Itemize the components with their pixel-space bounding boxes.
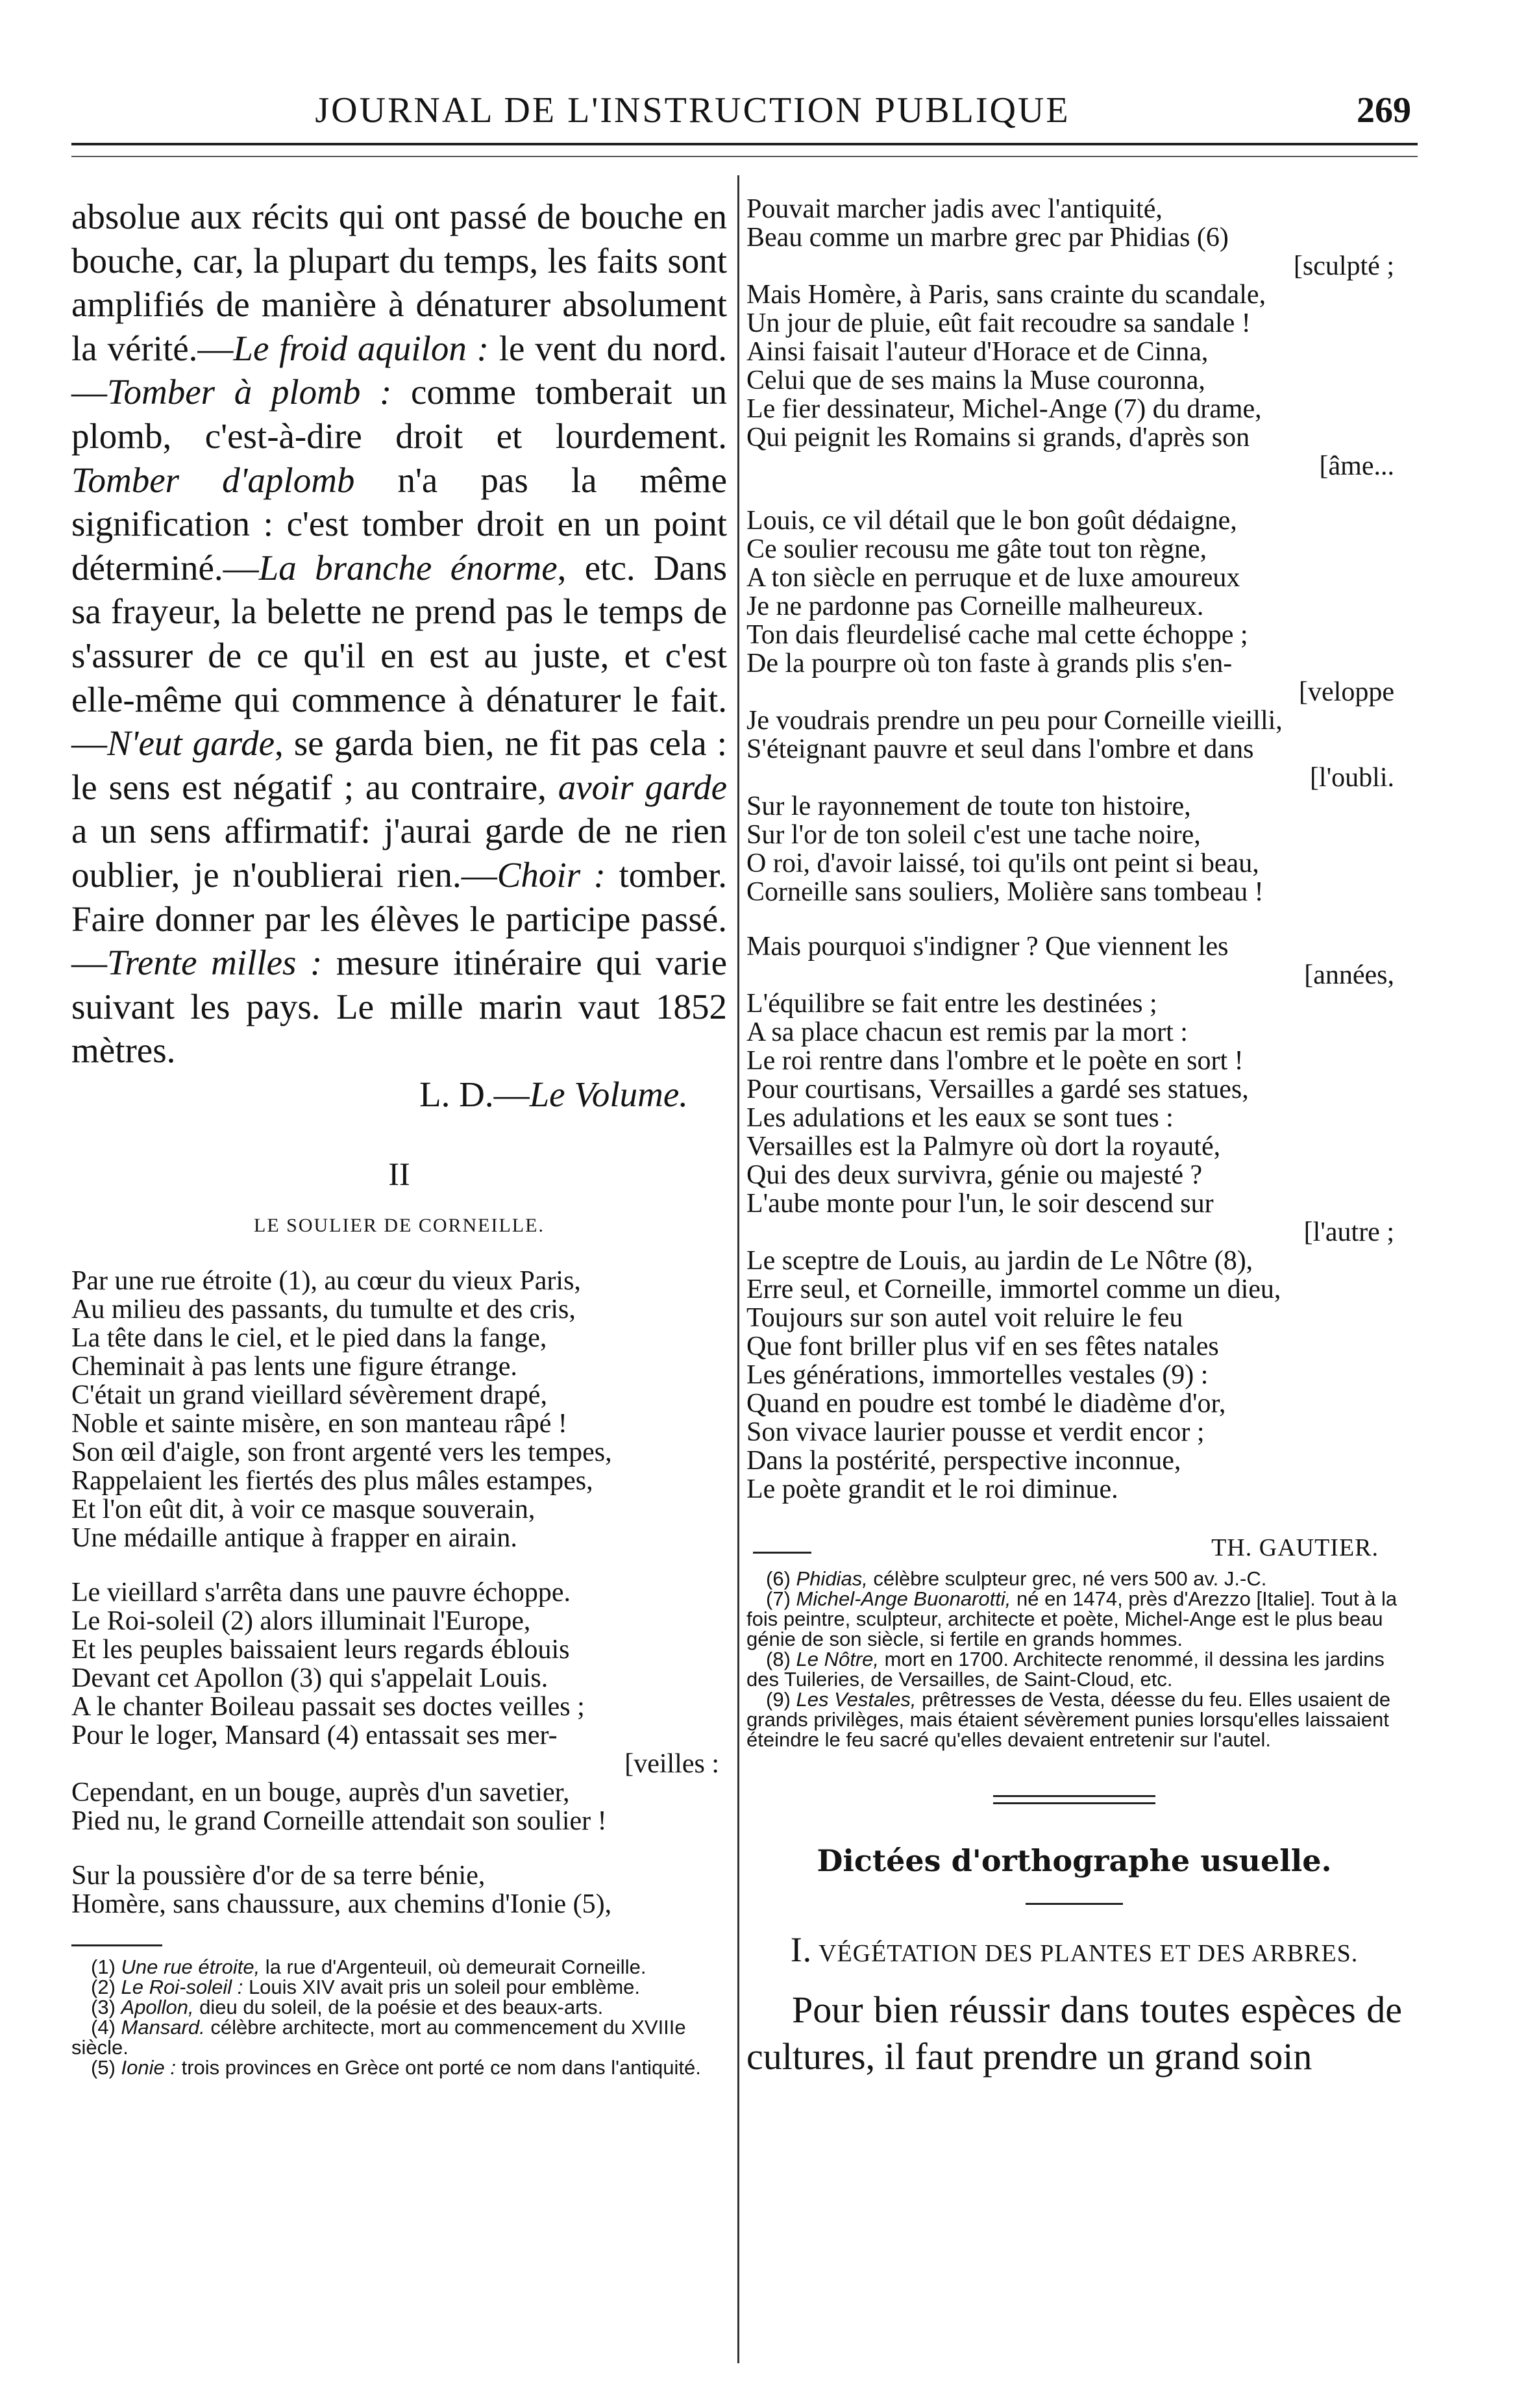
poem-verse: Le sceptre de Louis, au jardin de Le Nôtre (8), [746,1246,1253,1276]
poem-verse: Une médaille antique à frapper en airain. [71,1523,517,1554]
commentary-signature [71,1073,688,1117]
poem-verse: A ton siècle en perruque et de luxe amoureux [746,563,1240,593]
footnote [71,2017,727,2057]
poem-verse: Sur l'or de ton soleil c'est une tache noire, [746,820,1201,850]
poem-stanza [71,1267,727,1552]
poem-verse: Qui peignit les Romains si grands, d'après son [746,423,1250,453]
footnote-text: célèbre sculpteur grec, né vers 500 av. J.-C. [867,1567,1267,1590]
commentary-term: Choir : [497,854,606,895]
commentary-term: La branche énorme [258,547,558,588]
signature-source: Le Volume. [529,1074,688,1114]
footnote-number: (8) [766,1648,791,1670]
footnote-number: (4) [91,2016,116,2039]
header-rule [71,156,1418,157]
footnote-text: Louis XIV avait pris un soleil pour emblème. [243,1976,641,1999]
poem-verse: [sculpté ; [1293,251,1394,281]
poem-verse: Celui que de ses mains la Muse couronna, [746,366,1205,395]
poem-left-part [71,1267,727,1918]
poem-author: TH. GAUTIER. [1211,1534,1379,1561]
poem-verse: Ton dais fleurdelisé cache mal cette échoppe ; [746,620,1248,650]
footnote [746,1689,1402,1750]
footnote-term: Michel-Ange Buonarotti, [796,1587,1011,1610]
poem-verse: Noble et sainte misère, en son manteau râpé ! [71,1409,567,1439]
footnote-number: (1) [91,1955,116,1979]
footnote [746,1569,1402,1589]
footnote-number: (6) [766,1567,791,1590]
poem-title: LE SOULIER DE CORNEILLE. [254,1215,545,1237]
footnote-term: Ionie : [121,2056,176,2079]
commentary-term: N'eut garde [107,723,275,763]
poem-verse: Mais pourquoi s'indigner ? Que viennent les [746,932,1229,962]
commentary-paragraph [71,195,727,1073]
footnote-rule [71,1944,162,1946]
footnote-text: né en 1474, près d'Arezzo [Italie]. Tout à la fois peintre, sculpteur, architecte et poète, Michel-Ange est le plus beau génie de son siècle, si fertile en grands hommes. [746,1587,1398,1650]
poem-verse: [l'autre ; [1303,1217,1394,1247]
footnote-text: trois provinces en Grèce ont porté ce nom dans l'antiquité. [175,2056,701,2079]
journal-title: JOURNAL DE L'INSTRUCTION PUBLIQUE [315,90,1070,130]
poem-verse: Sur la poussière d'or de sa terre bénie, [71,1861,486,1891]
poem-verse: Le roi rentre dans l'ombre et le poète en sort ! [746,1046,1244,1076]
commentary-term: Le froid aquilon : [233,328,489,368]
dictee-numeral: I. [790,1930,813,1969]
poem-verse: [âme... [1319,451,1394,481]
footnotes-left [71,1957,727,2078]
poem-verse: [veilles : [624,1749,719,1780]
commentary-text: , etc. Dans sa frayeur, la belette ne prend pas le temps de s'assurer de ce qu'il en est au juste, et c'est elle-même qui commence à dénaturer le fait.— [71,547,727,763]
poem-verse: O roi, d'avoir laissé, toi qu'ils ont peint si beau, [746,849,1259,878]
dictee-subheading [746,1926,1402,1978]
footnote [71,1957,727,1977]
footnote-number: (7) [766,1587,791,1610]
poem-verse: Sur le rayonnement de toute ton histoire, [746,791,1191,821]
poem-verse: L'équilibre se fait entre les destinées ; [746,989,1157,1019]
poem-verse: Devant cet Apollon (3) qui s'appelait Louis. [71,1663,548,1694]
poem-verse: Corneille sans souliers, Molière sans tombeau ! [746,877,1264,907]
footnote-term: Les Vestales, [796,1688,917,1711]
poem-verse: Je ne pardonne pas Corneille malheureux. [746,591,1204,621]
footnote-text: mort en 1700. Architecte renommé, il dessina les jardins des Tuileries, de Versailles, de Saint-Cloud, etc. [746,1648,1385,1691]
poem-verse: Beau comme un marbre grec par Phidias (6) [746,223,1229,253]
footnote-term: Une rue étroite, [121,1955,260,1979]
poem-verse: Qui des deux survivra, génie ou majesté ? [746,1160,1203,1190]
footnote-term: Le Roi-soleil : [121,1976,243,1999]
dictee-subtitle: VÉGÉTATION DES PLANTES ET DES ARBRES. [819,1940,1359,1967]
poem-verse: Dans la postérité, perspective inconnue, [746,1446,1181,1476]
dictee-rule [1026,1903,1123,1905]
poem-verse: Pied nu, le grand Corneille attendait son soulier ! [71,1806,607,1837]
section-separator [993,1795,1155,1804]
commentary-text: a un sens affirmatif: j'aurai garde de ne rien oublier, je n'oublierai rien.— [71,811,727,895]
commentary-text: comme tomberait un plomb, c'est-à-dire droit et lourdement. [71,372,727,456]
section-numeral: II [388,1156,410,1193]
footnote-text: célèbre architecte, mort au commencement du XVIIIe siècle. [71,2016,686,2059]
poem-verse: L'aube monte pour l'un, le soir descend sur [746,1189,1214,1219]
poem-verse: Pour le loger, Mansard (4) entassait ses mer- [71,1720,558,1751]
commentary-text: absolue aux récits qui ont passé de bouche en bouche, car, la plupart du temps, les faits sont amplifiés de manière à dénaturer absolument la vérité.— [71,197,727,368]
poem-verse: Son œil d'aigle, son front argenté vers les tempes, [71,1437,612,1468]
footnote-number: (2) [91,1976,116,1999]
commentary-text: , se garda bien, ne fit pas cela : le sens est négatif ; au contraire, [71,723,727,807]
poem-verse: [années, [1304,960,1394,990]
poem-verse: Versailles est la Palmyre où dort la royauté, [746,1132,1221,1161]
footnote-term: Mansard. [121,2016,205,2039]
footnote-number: (5) [91,2056,116,2079]
poem-verse: Cependant, en un bouge, auprès d'un savetier, [71,1778,570,1808]
commentary-text: mesure itinéraire qui varie suivant les pays. Le mille marin vaut 1852 mètres. [71,943,728,1071]
commentary-term: Tomber d'aplomb [71,460,355,500]
poem-verse: C'était un grand vieillard sévèrement drapé, [71,1380,547,1411]
footnote-term: Phidias, [796,1567,868,1590]
poem-verse: Le Roi-soleil (2) alors illuminait l'Europe, [71,1606,531,1637]
dictee-heading: Dictées d'orthographe usuelle. [817,1843,1332,1878]
poem-verse: S'éteignant pauvre et seul dans l'ombre et dans [746,734,1254,764]
poem-verse: Le fier dessinateur, Michel-Ange (7) du drame, [746,394,1262,424]
running-header [71,84,1418,145]
footnote-text: prêtresses de Vesta, déesse du feu. Elles usaient de grands privilèges, mais étaient sévèrement punies lorsqu'elles laissaient éteindre le feu sacré qu'elles devaient entretenir sur l'autel. [746,1688,1391,1751]
poem-verse: A le chanter Boileau passait ses doctes veilles ; [71,1692,585,1722]
poem-verse: Pour courtisans, Versailles a gardé ses statues, [746,1074,1249,1104]
poem-verse: Que font briller plus vif en ses fêtes natales [746,1332,1219,1361]
poem-stanza [746,506,1402,906]
poem-verse: Pouvait marcher jadis avec l'antiquité, [746,194,1163,224]
poem-verse: Et les peuples baissaient leurs regards éblouis [71,1635,570,1665]
footnote [746,1649,1402,1689]
poem-verse: [l'oubli. [1309,763,1394,793]
poem-right-part [746,195,1402,1504]
poem-stanza [746,195,1402,480]
commentary-term: Tomber à plomb : [107,372,392,412]
footnote-term: Apollon, [121,1996,194,2019]
poem-verse: A sa place chacun est remis par la mort : [746,1017,1188,1047]
footnote-number: (3) [91,1996,116,2019]
poem-verse: Quand en poudre est tombé le diadème d'or, [746,1389,1226,1419]
footnote-number: (9) [766,1688,791,1711]
poem-verse: Ce soulier recousu me gâte tout ton règne, [746,534,1207,564]
poem-verse: Le vieillard s'arrêta dans une pauvre échoppe. [71,1578,571,1608]
footnote-term: Le Nôtre, [796,1648,880,1670]
page-number: 269 [1357,90,1411,130]
right-column [746,195,1402,2080]
commentary-term: avoir garde [558,767,728,807]
poem-stanza [746,932,1402,1504]
footnotes-right [746,1569,1402,1750]
commentary-text: n'a pas la même signification : c'est tomber droit en un point déterminé.— [71,460,728,588]
footnote [71,2057,727,2078]
poem-verse: Rappelaient les fiertés des plus mâles estampes, [71,1466,593,1496]
poem-stanza [71,1861,727,1918]
commentary-text: le vent du nord.— [71,328,727,412]
poem-verse: Erre seul, et Corneille, immortel comme un dieu, [746,1274,1281,1304]
poem-verse: Au milieu des passants, du tumulte et des cris, [71,1295,576,1325]
poem-verse: Cheminait à pas lents une figure étrange. [71,1352,517,1382]
poem-verse: Et l'on eût dit, à voir ce masque souverain, [71,1495,536,1525]
poem-signature-row [746,1530,1402,1569]
poem-verse: Je voudrais prendre un peu pour Corneille vieilli, [746,706,1283,736]
poem-verse: Louis, ce vil détail que le bon goût dédaigne, [746,506,1237,536]
poem-verse: La tête dans le ciel, et le pied dans la fange, [71,1323,547,1354]
dictee-text: Pour bien réussir dans toutes espèces de cultures, il faut prendre un grand soin [746,1989,1402,2078]
column-divider [737,175,739,2363]
poem-verse: Les adulations et les eaux se sont tues : [746,1103,1174,1133]
left-column [71,195,727,2078]
commentary-text: tomber. Faire donner par les élèves le participe passé.— [71,854,727,983]
poem-verse: Le poète grandit et le roi diminue. [746,1474,1118,1504]
poem-verse: Toujours sur son autel voit reluire le feu [746,1303,1183,1333]
poem-verse: Par une rue étroite (1), au cœur du vieux Paris, [71,1266,581,1297]
footnote [71,1977,727,1997]
poem-verse: Les générations, immortelles vestales (9) : [746,1360,1209,1390]
footnote-text: dieu du soleil, de la poésie et des beaux-arts. [193,1996,604,2019]
poem-verse: Mais Homère, à Paris, sans crainte du scandale, [746,280,1266,310]
poem-verse: Un jour de pluie, eût fait recoudre sa sandale ! [746,308,1251,338]
poem-verse: Son vivace laurier pousse et verdit encor ; [746,1417,1205,1447]
footnote [746,1589,1402,1649]
signature-rule [753,1552,811,1554]
commentary-term: Trente milles : [107,943,323,983]
poem-stanza [71,1578,727,1835]
signature-initials: L. D.— [419,1074,530,1114]
poem-verse: Ainsi faisait l'auteur d'Horace et de Cinna, [746,337,1209,367]
poem-verse: [veloppe [1299,677,1394,707]
poem-verse: De la pourpre où ton faste à grands plis s'en- [746,649,1233,678]
footnote [71,1997,727,2017]
poem-verse: Homère, sans chaussure, aux chemins d'Ionie (5), [71,1889,612,1920]
footnote-text: la rue d'Argenteuil, où demeurait Corneille. [260,1955,647,1979]
